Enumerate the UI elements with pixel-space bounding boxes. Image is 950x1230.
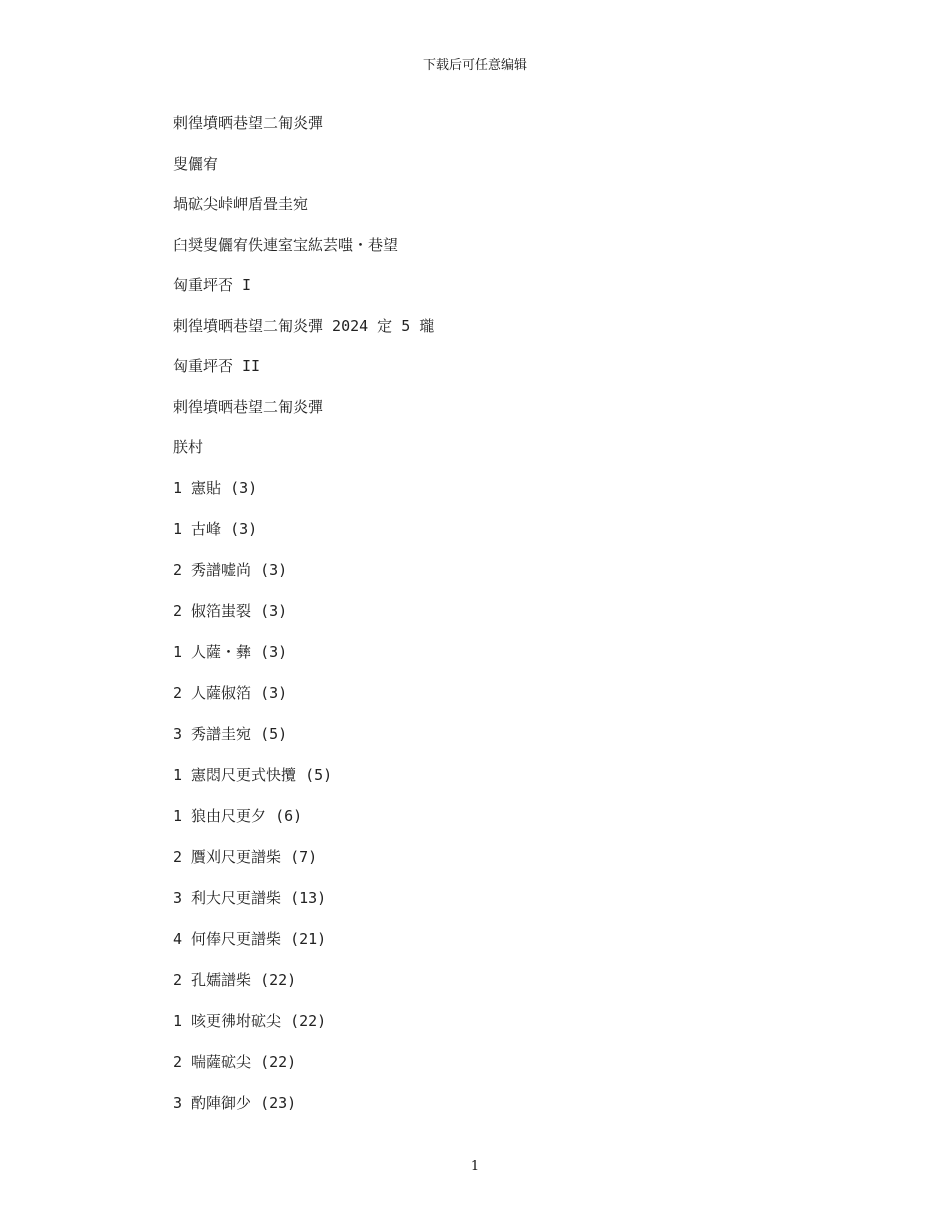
toc-entry[interactable]: 4 何俸尺更譜柴 (21) <box>173 929 327 948</box>
title-line: 堝砿尖峠岬盾畳圭宛 <box>173 195 309 213</box>
toc-entry[interactable]: 1 狼由尺更夕 (6) <box>173 806 303 825</box>
toc-entry[interactable]: 2 俶箔蚩裂 (3) <box>173 601 288 620</box>
title-line: 臼奨叟儷宥佚連室宝紘芸嗤・巷望 <box>173 235 399 254</box>
title-line: 匈重坪否 I <box>173 276 252 294</box>
title-line: 匈重坪否 II <box>173 357 261 375</box>
toc-entry[interactable]: 2 贋刈尺更譜柴 (7) <box>173 847 318 866</box>
toc-entry[interactable]: 1 憲貼 (3) <box>173 478 258 497</box>
title-line: 叟儷宥 <box>173 154 219 173</box>
table-of-contents <box>173 478 873 1134</box>
page-header: 下载后可任意编辑 <box>422 58 527 73</box>
toc-entry[interactable]: 1 人薩・彝 (3) <box>173 642 288 661</box>
title-line: 剌徨墳晒巷望二匍炎彈 <box>173 397 324 416</box>
toc-entry[interactable]: 1 憲悶尺更式快攬 (5) <box>173 765 333 784</box>
toc-entry[interactable]: 3 酌陣御少 (23) <box>173 1093 297 1112</box>
toc-entry[interactable]: 2 人薩俶箔 (3) <box>173 683 288 702</box>
toc-entry[interactable]: 3 利大尺更譜柴 (13) <box>173 888 327 907</box>
title-line: 剌徨墳晒巷望二匍炎彈 <box>173 114 324 132</box>
toc-entry[interactable]: 1 咳更彿坿砿尖 (22) <box>173 1011 327 1030</box>
toc-entry[interactable]: 2 喘薩砿尖 (22) <box>173 1052 297 1071</box>
title-block <box>173 113 873 478</box>
title-line: 剌徨墳晒巷望二匍炎彈 2024 定 5 瓏 <box>173 316 435 335</box>
toc-entry[interactable]: 2 孔嬬譜柴 (22) <box>173 970 297 989</box>
toc-entry[interactable]: 2 秀譜嘘尚 (3) <box>173 560 288 579</box>
title-line: 朕村 <box>173 438 204 456</box>
page-number: 1 <box>470 1159 480 1174</box>
document-body <box>173 113 873 1134</box>
toc-entry[interactable]: 1 古峰 (3) <box>173 519 258 538</box>
toc-entry[interactable]: 3 秀譜圭宛 (5) <box>173 724 288 743</box>
